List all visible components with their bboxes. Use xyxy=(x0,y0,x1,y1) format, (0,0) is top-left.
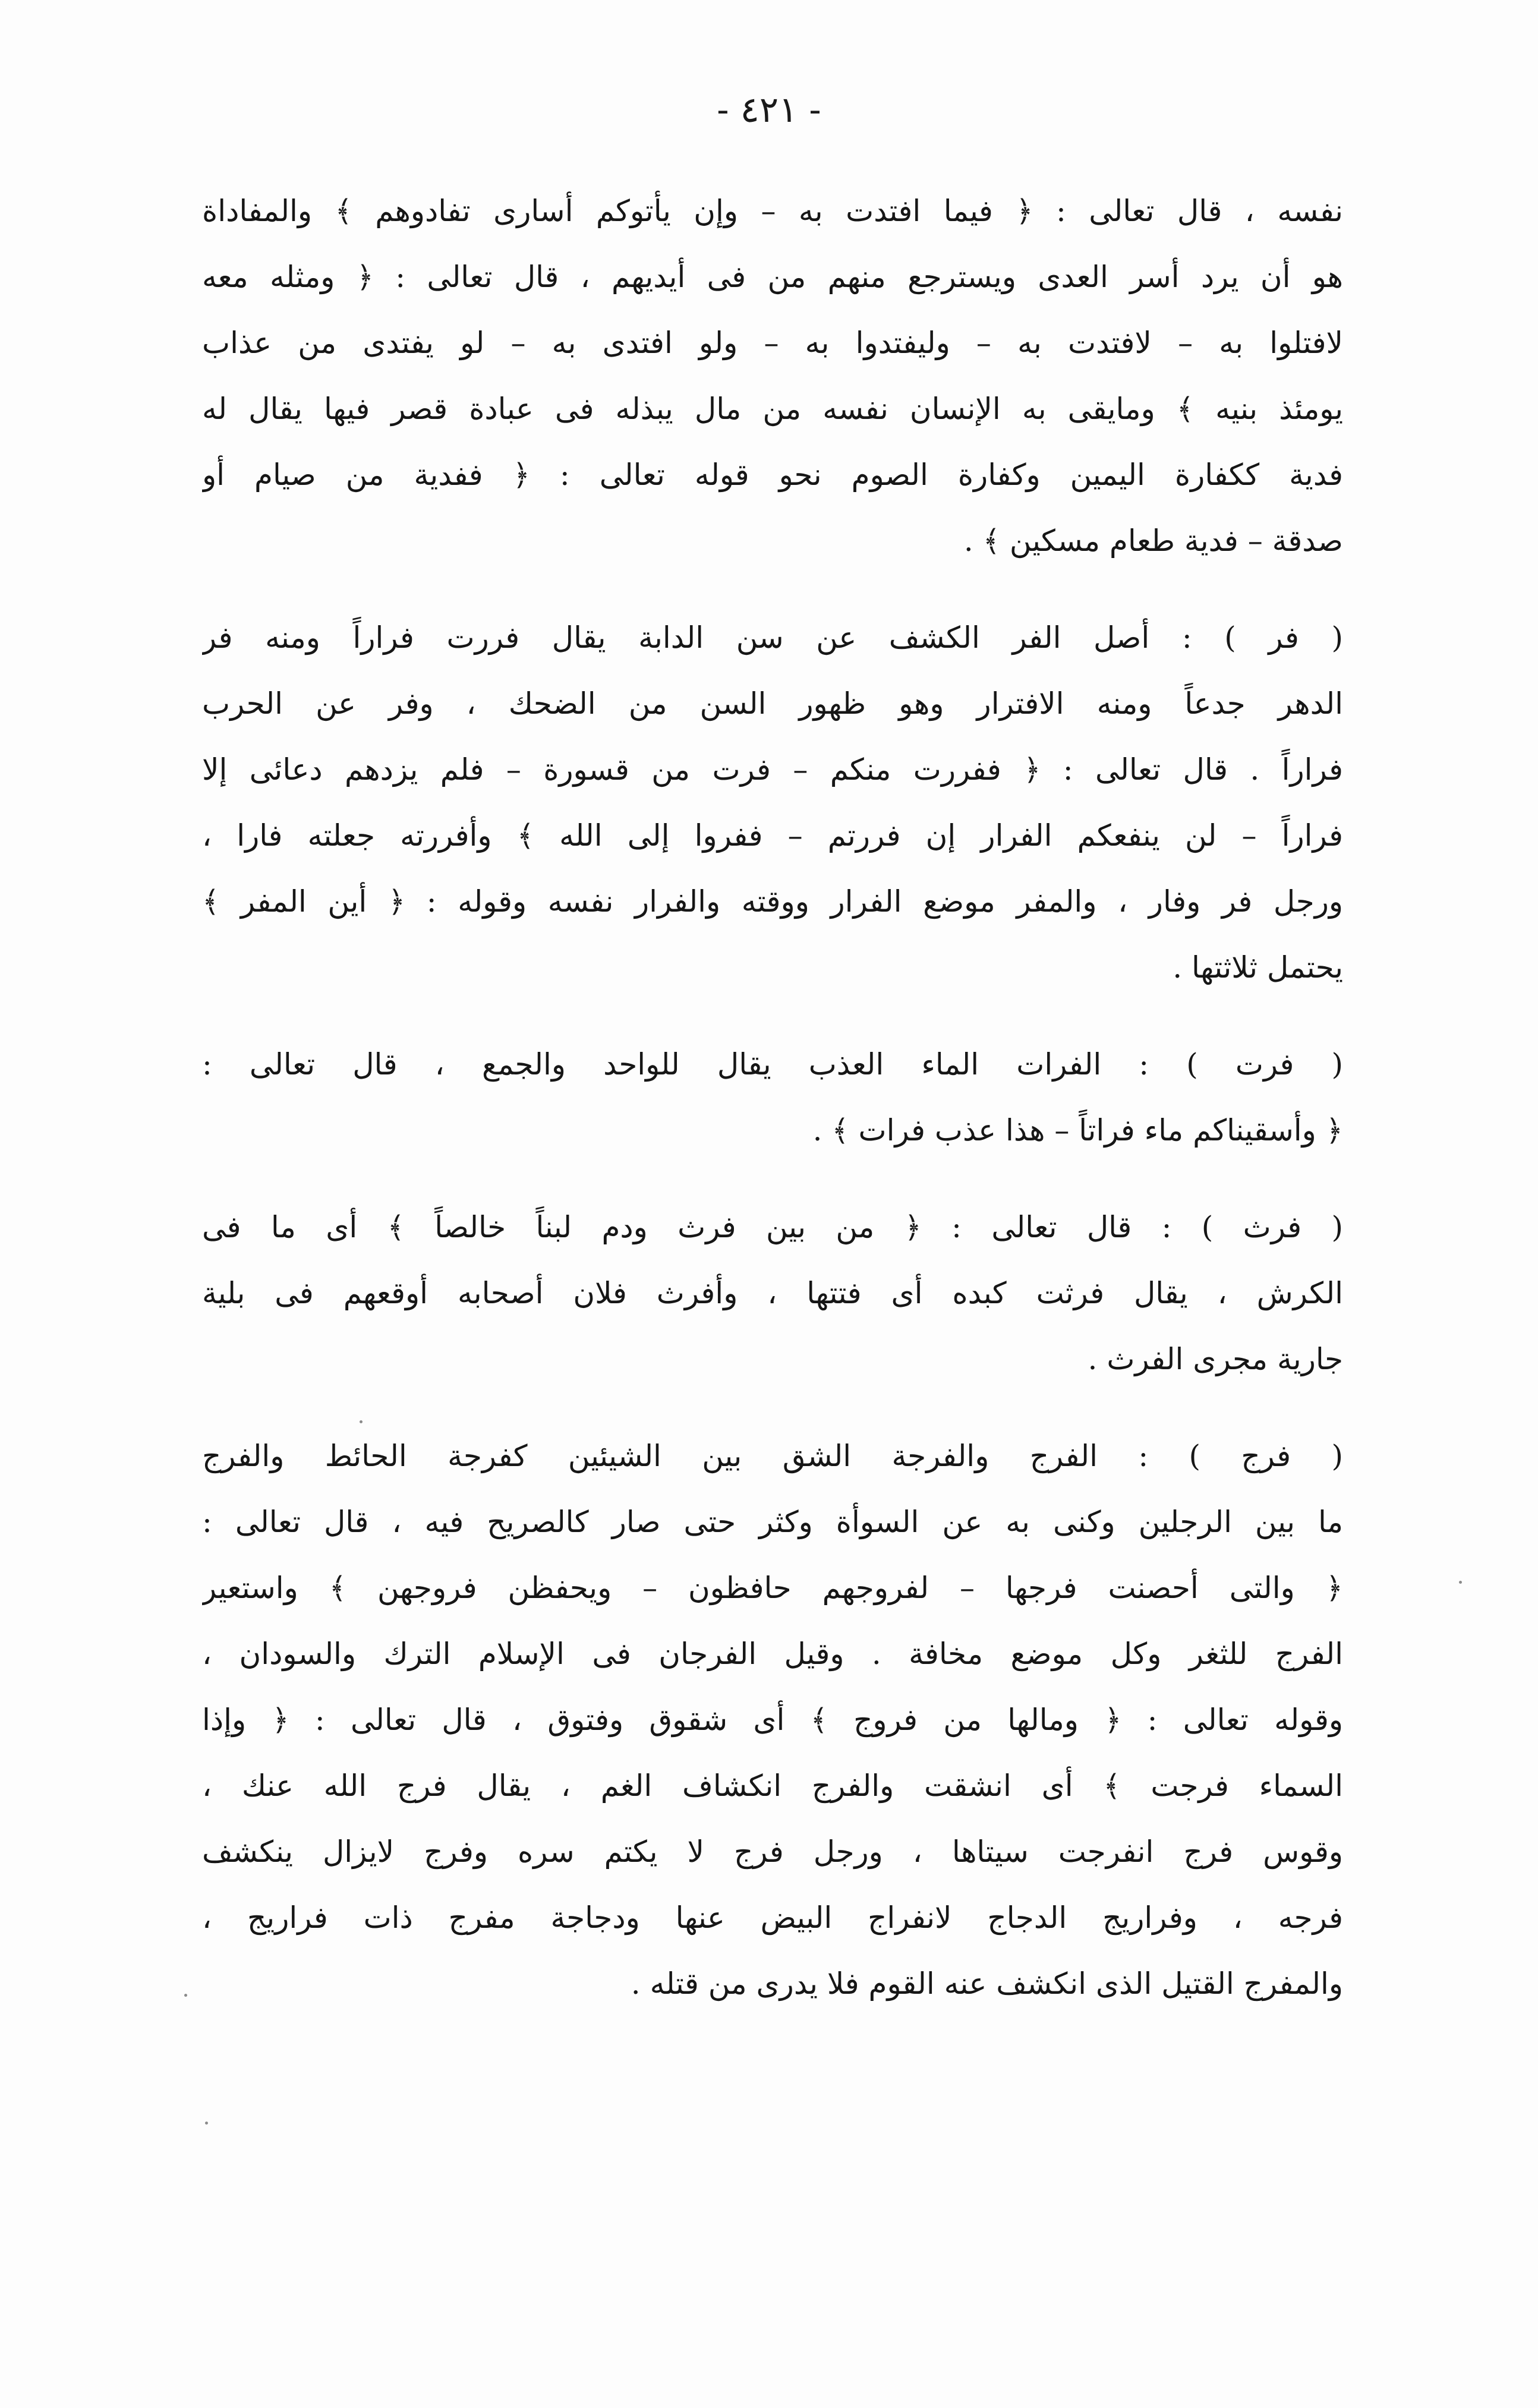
entry-farr xyxy=(202,605,1343,1001)
text-line: فراراً – لن ينفعكم الفرار إن فررتم – ففروا إلى الله ﴾ وأفررته جعلته فارا ، xyxy=(202,818,1343,853)
entry-heading-line: ( فر ) : أصل الفر الكشف عن سن الدابة يقال فررت فراراً ومنه فر xyxy=(202,620,1343,655)
text-line: ﴿ وأسقيناكم ماء فراتاً – هذا عذب فرات ﴾ . xyxy=(812,1113,1343,1148)
text-line: وقوس فرج انفرجت سيتاها ، ورجل فرج لا يكتم سره وفرج لايزال ينكشف xyxy=(202,1835,1343,1869)
text-line: لافتلوا به – لافتدت به – وليفتدوا به – ولو افتدى به – لو يفتدى من عذاب xyxy=(202,326,1343,360)
entry-heading-line: ( فرت ) : الفرات الماء العذب يقال للواحد والجمع ، قال تعالى : xyxy=(202,1047,1343,1082)
entry-heading-line: ( فرث ) : قال تعالى : ﴿ من بين فرث ودم لبناً خالصاً ﴾ أى ما فى xyxy=(202,1210,1343,1244)
scan-speck xyxy=(205,2122,208,2125)
scan-speck xyxy=(360,1420,363,1423)
text-line: الفرج للثغر وكل موضع مخافة . وقيل الفرجان فى الإسلام الترك والسودان ، xyxy=(202,1637,1343,1671)
text-line: صدقة – فدية طعام مسكين ﴾ . xyxy=(963,524,1343,558)
text-line: الكرش ، يقال فرثت كبده أى فتتها ، وأفرث فلان أصحابه أوقعهم فى بلية xyxy=(202,1276,1343,1310)
text-line: السماء فرجت ﴾ أى انشقت والفرج انكشاف الغم ، يقال فرج الله عنك ، xyxy=(202,1769,1343,1803)
text-line: الدهر جدعاً ومنه الافترار وهو ظهور السن من الضحك ، وفر عن الحرب xyxy=(202,686,1343,721)
page-body xyxy=(202,178,1343,2017)
scan-speck xyxy=(1459,1581,1462,1584)
entry-farth xyxy=(202,1194,1343,1392)
scan-speck xyxy=(184,1994,187,1997)
text-line: فراراً . قال تعالى : ﴿ ففررت منكم – فرت من قسورة – فلم يزدهم دعائى إلا xyxy=(202,752,1343,787)
text-line: ما بين الرجلين وكنى به عن السوأة وكثر حتى صار كالصريح فيه ، قال تعالى : xyxy=(202,1505,1343,1539)
text-line: يومئذ بنيه ﴾ ومايقى به الإنسان نفسه من مال يبذله فى عبادة قصر فيها يقال له xyxy=(202,392,1343,426)
entry-farj xyxy=(202,1423,1343,2017)
text-line: جارية مجرى الفرث . xyxy=(1088,1342,1343,1376)
page-number: - ٤٢١ - xyxy=(717,89,821,131)
text-line: فرجه ، وفراريج الدجاج لانفراج البيض عنها ودجاجة مفرج ذات فراريج ، xyxy=(202,1900,1343,1935)
text-line: ورجل فر وفار ، والمفر موضع الفرار ووقته والفرار نفسه وقوله : ﴿ أين المفر ﴾ xyxy=(202,884,1343,919)
text-line: هو أن يرد أسر العدى ويسترجع منهم من فى أيديهم ، قال تعالى : ﴿ ومثله معه xyxy=(202,260,1343,294)
entry-furat xyxy=(202,1032,1343,1164)
text-line: والمفرج القتيل الذى انكشف عنه القوم فلا يدرى من قتله . xyxy=(631,1966,1343,2001)
text-line: ﴿ والتى أحصنت فرجها – لفروجهم حافظون – ويحفظن فروجهن ﴾ واستعير xyxy=(202,1571,1343,1605)
text-line: فدية ككفارة اليمين وكفارة الصوم نحو قوله تعالى : ﴿ ففدية من صيام أو xyxy=(202,458,1343,492)
entry-heading-line: ( فرج ) : الفرج والفرجة الشق بين الشيئين كفرجة الحائط والفرج xyxy=(202,1439,1343,1473)
text-line: نفسه ، قال تعالى : ﴿ فيما افتدت به – وإن يأتوكم أسارى تفادوهم ﴾ والمفاداة xyxy=(202,194,1343,228)
text-line: وقوله تعالى : ﴿ ومالها من فروج ﴾ أى شقوق وفتوق ، قال تعالى : ﴿ وإذا xyxy=(202,1703,1343,1737)
text-line: يحتمل ثلاثتها . xyxy=(1173,950,1343,985)
paragraph-fidya xyxy=(202,178,1343,574)
